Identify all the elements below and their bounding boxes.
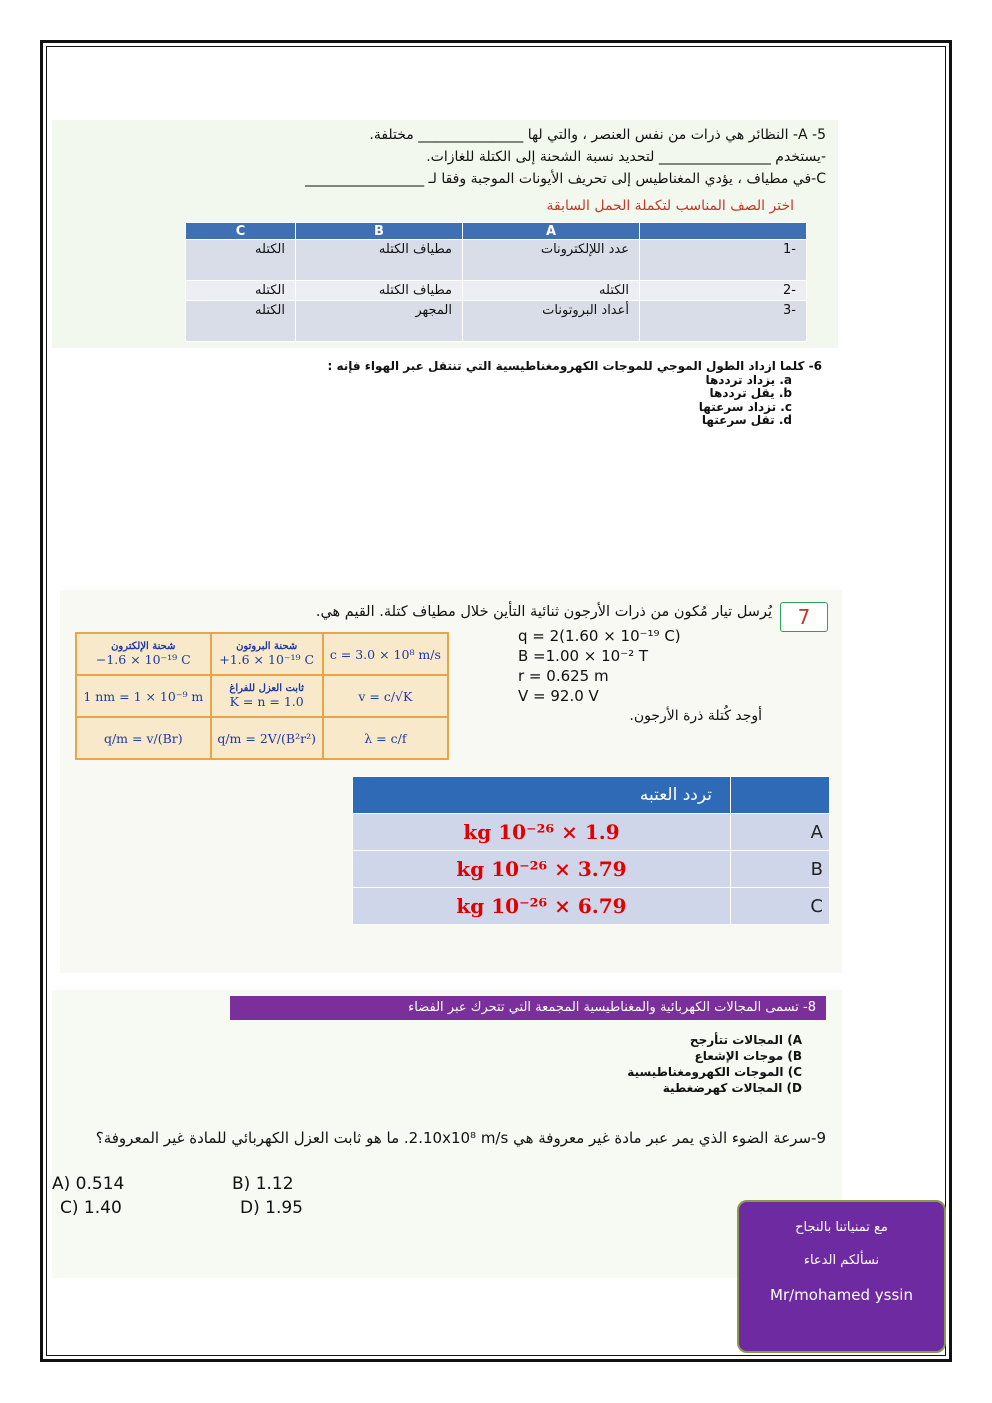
q9-choice-c[interactable]: C) 1.40 <box>60 1198 122 1218</box>
proton-charge-cell <box>211 633 323 675</box>
header-cell: A <box>463 223 640 240</box>
answer-letter: B <box>731 851 830 888</box>
row-number: -2 <box>640 281 807 301</box>
cell-a: عدد اللإلكترونات <box>463 240 640 281</box>
lambda-formula: λ = c/f <box>323 717 448 759</box>
note-line-3: Mr/mohamed yssin <box>770 1286 913 1304</box>
table-row[interactable] <box>186 281 807 301</box>
row-number: -3 <box>640 301 807 342</box>
q6-stem: 6- كلما ازداد الطول الموجي للموجات الكهرومغناطيسية التي تنتقل عبر الهواء فإنه : <box>327 359 822 373</box>
q5-line-a: 5- A- النظائر هي ذرات من نفس العنصر ، والتي لها _______________ مختلفة. <box>369 127 826 143</box>
q7-number-badge: 7 <box>780 602 828 632</box>
q5-line-c: C-في مطياف ، يؤدي المغناطيس إلى تحريف الأيونات الموجبة وفقا لـ _________________ <box>305 171 826 187</box>
q7-answers-table <box>352 776 830 925</box>
q8-options <box>627 1032 802 1096</box>
question-7-section <box>60 590 842 973</box>
q5-instruction: اختر الصف المناسب لتكملة الحمل السابقة <box>546 198 794 214</box>
table-row[interactable] <box>186 240 807 281</box>
question-8-9-section <box>52 990 842 1278</box>
q6-option-b[interactable]: b. يقل ترددها <box>709 386 792 400</box>
q6-option-d[interactable]: d. تقل سرعتها <box>701 413 792 427</box>
q6-option-c[interactable]: c. تزداد سرعتها <box>698 399 792 414</box>
header-empty <box>731 777 830 814</box>
cell-b: مطياف الكتله <box>296 281 463 301</box>
electron-charge: −1.6 × 10⁻¹⁹ C <box>95 652 191 667</box>
q8-option-c[interactable]: C) الموجات الكهرومغناطيسية <box>627 1065 802 1079</box>
answer-row[interactable] <box>353 888 830 925</box>
dielectric-label: ثابت العزل للفراغ <box>229 683 304 694</box>
qm-formula-2: q/m = 2V/(B²r²) <box>211 717 323 759</box>
answer-value: 3.79 × 10⁻²⁶ kg <box>353 851 731 888</box>
given-r: r = 0.625 m <box>518 667 609 685</box>
header-cell <box>640 223 807 240</box>
electron-charge-label: شحنة الإلكترون <box>111 641 176 652</box>
cell-a: الكتله <box>463 281 640 301</box>
proton-charge-label: شحنة البروتون <box>236 641 298 652</box>
q8-option-d[interactable]: D) المجالات كهرضغطية <box>662 1081 802 1095</box>
given-b: B =1.00 × 10⁻² T <box>518 647 649 665</box>
answer-letter: C <box>731 888 830 925</box>
q7-stem: يُرسل تيار مُكون من ذرات الأرجون ثنائية التأين خلال مطياف كتلة. القيم هي. <box>315 604 772 620</box>
header-cell: B <box>296 223 463 240</box>
cell-c: الكتله <box>186 281 296 301</box>
speed-of-light: c = 3.0 × 10⁸ m/s <box>323 633 448 675</box>
cell-c: الكتله <box>186 301 296 342</box>
q6-option-a[interactable]: a. يزداد ترددها <box>705 372 792 387</box>
nanometer-conversion: 1 nm = 1 × 10⁻⁹ m <box>76 675 211 717</box>
cell-b: مطياف الكتله <box>296 240 463 281</box>
table-header-row <box>186 223 807 240</box>
header-cell: C <box>186 223 296 240</box>
answer-letter: A <box>731 814 830 851</box>
cell-c: الكتله <box>186 240 296 281</box>
cell-b: المجهر <box>296 301 463 342</box>
answers-header: تردد العتبه <box>353 777 731 814</box>
note-line-1: مع تمنياتنا بالنجاح <box>795 1220 888 1235</box>
given-q: q = 2(1.60 × 10⁻¹⁹ C) <box>518 627 681 645</box>
proton-charge: +1.6 × 10⁻¹⁹ C <box>219 652 315 667</box>
dielectric-value: K = n = 1.0 <box>229 694 304 709</box>
q9-stem: 9-سرعة الضوء الذي يمر عبر مادة غير معروفة هي 2.10x10⁸ m/s. ما هو ثابت العزل الكهربائي للمادة غير المعروفة؟ <box>95 1129 826 1147</box>
given-v: V = 92.0 V <box>518 687 599 705</box>
question-6 <box>62 360 822 428</box>
q8-option-b[interactable]: B) موجات الإشعاع <box>694 1049 802 1063</box>
answer-value: 6.79 × 10⁻²⁶ kg <box>353 888 731 925</box>
q8-option-a[interactable]: A) المجالات تتأرجح <box>689 1033 802 1047</box>
question-5-section <box>52 120 838 348</box>
v-formula: v = c/√K <box>323 675 448 717</box>
q9-choice-b[interactable]: B) 1.12 <box>232 1174 294 1194</box>
row-number: -1 <box>640 240 807 281</box>
qm-formula-1: q/m = v/(Br) <box>76 717 211 759</box>
q5-line-b: -يستخدم ________________ لتحديد نسبة الشحنة إلى الكتلة للغازات. <box>426 149 826 165</box>
constants-table <box>75 632 449 760</box>
q5-options-table <box>185 222 807 342</box>
q7-find: أوجد كُتلة ذرة الأرجون. <box>629 708 762 724</box>
dielectric-cell <box>211 675 323 717</box>
answer-row[interactable] <box>353 814 830 851</box>
q9-choice-a[interactable]: A) 0.514 <box>52 1174 125 1194</box>
answer-row[interactable] <box>353 851 830 888</box>
note-line-2: نسألكم الدعاء <box>803 1253 880 1268</box>
answer-value: 1.9 × 10⁻²⁶ kg <box>353 814 731 851</box>
table-row[interactable] <box>186 301 807 342</box>
closing-note <box>737 1200 946 1353</box>
q9-choices <box>52 1172 420 1220</box>
electron-charge-cell <box>76 633 211 675</box>
cell-a: أعداد البروتونات <box>463 301 640 342</box>
q8-stem: 8- تسمى المجالات الكهربائية والمغناطيسية المجمعة التي تتحرك عبر الفضاء <box>230 996 826 1020</box>
q7-given-values <box>518 626 681 706</box>
q9-choice-d[interactable]: D) 1.95 <box>240 1198 303 1218</box>
